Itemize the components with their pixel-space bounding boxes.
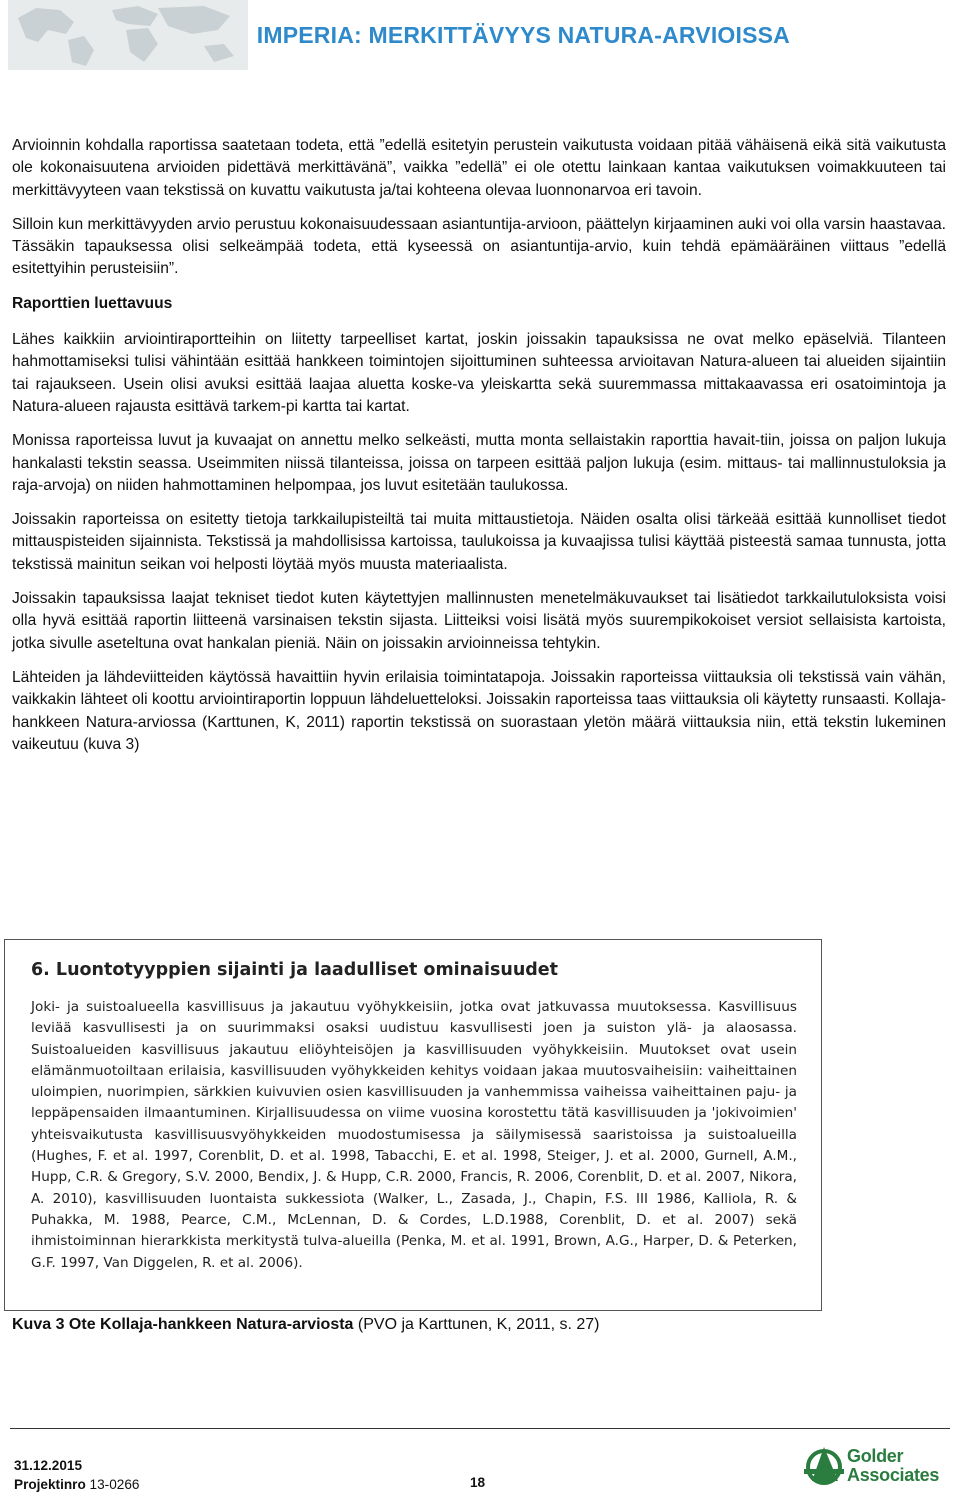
footer-divider [10, 1428, 950, 1429]
world-map-graphic [8, 0, 248, 70]
company-logo [804, 1441, 954, 1491]
logo-wordmark [847, 1447, 939, 1485]
project-number: 13-0266 [89, 1477, 140, 1492]
project-label: Projektinro [14, 1477, 86, 1492]
document-title: IMPERIA: MERKITTÄVYYS NATURA-ARVIOISSA [256, 22, 790, 48]
figure-title: 6. Luontotyyppien sijainti ja laadulliset ominaisuudet [31, 960, 559, 980]
paragraph: Silloin kun merkittävyyden arvio perustuu kokonaisuudessaan asiantuntija-arvioon, päättelyn kirjaaminen auki voi olla varsin haastavaa. Tässäkin tapauksessa olisi selkeämpää todeta, että kyseessä on asiantuntija-arvio, kuin tehdä epämääräinen viittaus ”edellä esitettyihin perusteisiin”. [12, 215, 946, 278]
body-text [12, 135, 946, 768]
project-info [14, 1475, 139, 1494]
paragraph: Joissakin tapauksissa laajat tekniset tiedot kuten käytettyjen mallinnusten menetelmäkuvaukset tai lisätiedot tarkkailutuloksista voisi olla hyvä esittää raportin liitteenä varsinaisen tekstin sijasta. Liitteiksi voisi lisätä myös suurempikokoiset versiot sellaisista kartoista, jotka sivulle aseteltuna ovat hankalan pieniä. Näin on joissakin arvioinneissa tehtykin. [12, 590, 946, 652]
paragraph: Arvioinnin kohdalla raportissa saatetaan todeta, että ”edellä esitetyin perustein vaikutusta voidaan pitää vähäisenä eikä sitä vaikutusta ole kokonaisuutena arvioiden pidettävä merkittävänä”, vaikka ”edellä” ei ole otettu lainkaan kantaa vaikutuksen voimakkuuteen tai merkittävyyteen vaan tekstissä on kuvattu vaikutusta ja/tai kohteena olevaa luonnonarvoa eri tavoin. [12, 137, 946, 199]
golder-emblem-icon [804, 1441, 844, 1491]
footer-date: 31.12.2015 [14, 1458, 83, 1473]
figure-excerpt [4, 939, 822, 1311]
figure-caption [12, 1316, 600, 1334]
section-heading: Raporttien luettavuus [12, 294, 173, 312]
paragraph: Lähteiden ja lähdeviitteiden käytössä havaittiin hyvin erilaisia toimintatapoja. Joissakin raporteissa viittauksia oli tekstissä vain vähän, vaikkakin lähteet oli koottu arviointiraportin loppuun lähdeluetteloksi. Joissakin raporteissa taas viittauksia oli käytetty runsaasti. Kollaja-hankkeen Natura-arviossa (Karttunen, K, 2011) raportin tekstissä on suorastaan yletön määrä viittauksia niin, että tekstin lukeminen vaikeutuu (kuva 3) [12, 668, 946, 753]
caption-source: (PVO ja Karttunen, K, 2011, s. 27) [353, 1316, 600, 1333]
figure-text: Joki- ja suistoalueella kasvillisuus ja jakautuu vyöhykkeisiin, jotka ovat jatkuvassa muutoksessa. Kasvillisuus leviää kasvullisesti ja on suurimmaksi osaksi uudistuu kasvullisesti joen ja suiston ylä- ja alaosassa. Suistoalueiden kasvillisuus jakautuu eliöyhteisöjen ja kasvillisuuden vyöhykkeisiin. Muutokset ovat usein elämänmuotoiltaan erilaisia, kasvillisuuden vyöhykkeiden kehitys voidaan jakaa muutosvaiheisiin: vaiheittainen uloimpien, nuorimpien, särkkien kuivuvien osien kasvillisuuden ja vanhemmissa vaiheissa vaiheittainen paju- ja leppäpensaiden ilmaantuminen. Kirjallisuudessa on viime vuosina korostettu tätä kasvillisuuden ja 'jokivoimien' yhteisvaikutusta kasvillisuusvyöhykkeiden muodostumisessa ja säilymisessä saaristoissa ja suistoalueilla (Hughes, F. et al. 1997, Corenblit, D. et al. 1998, Tabacchi, E. et al. 1998, Steiger, J. et al. 2000, Gurnell, A.M., Hupp, C.R. & Gregory, S.V. 2000, Bendix, J. & Hupp, C.R. 2000, Francis, R. 2006, Corenblit, D. et al. 2007, Nikora, A. 2010), kasvillisuuden luontaista sukkessiota (Walker, L., Zasada, J., Chapin, F.S. III 1986, Kalliola, R. & Puhakka, M. 1988, Pearce, C.M., McLennan, D. & Cordes, L.D.1988, Corenblit, D. et al. 2007) sekä ihmistoiminnan hierarkkista merkitystä tulva-alueilla (Penka, M. et al. 1991, Brown, A.G., Harper, D. & Peterken, G.F. 1997, Van Diggelen, R. et al. 2006). [31, 999, 797, 1271]
paragraph: Joissakin raporteissa on esitetty tietoja tarkkailupisteiltä tai muita mittaustietoja. Näiden osalta olisi tärkeää esittää kunnolliset tiedot mittauspisteiden sijainnista. Tekstissä ja mahdollisissa kartoissa, taulukoissa ja kuvaajissa tulisi käyttää pisteestä samaa tunnusta, jotta tekstissä mainitun seikan voi helposti löytää myös muusta materiaalista. [12, 511, 946, 573]
page-header [0, 0, 960, 78]
paragraph: Monissa raporteissa luvut ja kuvaajat on annettu melko selkeästi, mutta monta sellaistakin raporttia havait-tiin, joissa on paljon lukuja hankalasti tekstin seassa. Useimmiten niissä tilanteissa, joissa on tarpeen esittää paljon lukuja (esim. mittaus- tai mallinnustuloksia ja raja-arvoja) on niiden hahmottaminen helpompaa, jos luvut esitetään taulukossa. [12, 432, 946, 494]
paragraph: Lähes kaikkiin arviointiraportteihin on liitetty tarpeelliset kartat, joskin joissakin tapauksissa ne ovat melko epäselviä. Tilanteen hahmottamiseksi tulisi vähintään esittää hankkeen toimintojen sijoittuminen suhteessa arvioitavan Natura-alueen tai alueiden sijaintiin tai rajaukseen. Usein olisi avuksi esittää laajaa aluetta koske-va yleiskartta sekä suuremmassa mittakaavassa eri osatoimintoja ja Natura-alueen rajausta esittävä tarkem-pi kartta tai kartat. [12, 331, 946, 415]
logo-line: Associates [847, 1465, 940, 1485]
logo-line: Golder [847, 1446, 904, 1466]
caption-label: Kuva 3 Ote Kollaja-hankkeen Natura-arviosta [12, 1316, 354, 1333]
page-footer [14, 1456, 139, 1494]
page-number: 18 [470, 1475, 486, 1490]
